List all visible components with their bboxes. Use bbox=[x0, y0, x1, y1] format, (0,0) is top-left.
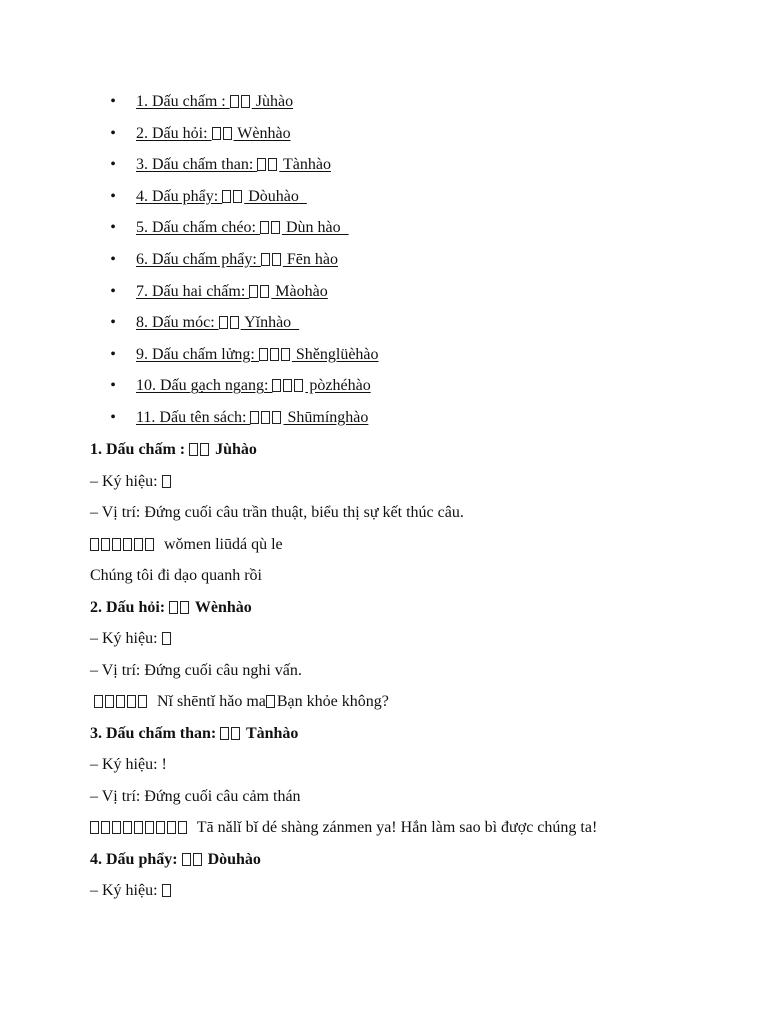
missing-glyph-icon bbox=[105, 695, 114, 708]
toc-item bbox=[108, 282, 379, 314]
missing-glyph-icon bbox=[260, 221, 269, 234]
missing-glyph-icon bbox=[219, 316, 228, 329]
missing-glyph-icon bbox=[212, 127, 221, 140]
missing-glyph-icon bbox=[272, 411, 281, 424]
section-heading-2: 2. Dấu hỏi: Wènhào bbox=[90, 598, 252, 616]
toc-link[interactable]: 7. Dấu hai chấm: Màohào bbox=[136, 282, 328, 300]
toc-item bbox=[108, 187, 379, 219]
missing-glyph-icon bbox=[272, 253, 281, 266]
section-heading-1: 1. Dấu chấm : Jùhào bbox=[90, 441, 257, 458]
missing-glyph-icon bbox=[261, 253, 270, 266]
missing-glyph-icon bbox=[249, 285, 258, 298]
missing-glyph-icon bbox=[101, 538, 110, 551]
missing-glyph-icon bbox=[233, 190, 242, 203]
section-heading-3: 3. Dấu chấm than: Tànhào bbox=[90, 724, 299, 742]
toc-item bbox=[108, 313, 379, 345]
toc-item bbox=[108, 408, 379, 440]
missing-glyph-icon bbox=[162, 884, 171, 897]
position-line-2: – Vị trí: Đứng cuối câu nghi vấn. bbox=[90, 661, 302, 679]
missing-glyph-icon bbox=[178, 821, 187, 834]
example-line-1: wǒmen liūdá qù le bbox=[90, 535, 730, 567]
bullet-icon: • bbox=[110, 187, 116, 205]
missing-glyph-icon bbox=[272, 379, 281, 392]
document-body bbox=[90, 440, 730, 913]
symbol-line-1: – Ký hiệu: bbox=[90, 472, 730, 504]
missing-glyph-icon bbox=[189, 443, 198, 456]
missing-glyph-icon bbox=[268, 158, 277, 171]
section-heading-4: 4. Dấu phẩy: Dòuhào bbox=[90, 850, 261, 868]
missing-glyph-icon bbox=[116, 695, 125, 708]
missing-glyph-icon bbox=[260, 285, 269, 298]
symbol-line-4: – Ký hiệu: bbox=[90, 881, 730, 913]
missing-glyph-icon bbox=[90, 821, 99, 834]
missing-glyph-icon bbox=[138, 695, 147, 708]
bullet-icon: • bbox=[110, 408, 116, 426]
missing-glyph-icon bbox=[270, 348, 279, 361]
toc-item bbox=[108, 376, 379, 408]
missing-glyph-icon bbox=[182, 853, 191, 866]
missing-glyph-icon bbox=[259, 348, 268, 361]
toc-link[interactable]: 8. Dấu móc: Yǐnhào bbox=[136, 314, 300, 332]
missing-glyph-icon bbox=[222, 190, 231, 203]
missing-glyph-icon bbox=[162, 475, 171, 488]
bullet-icon: • bbox=[110, 156, 116, 174]
missing-glyph-icon bbox=[294, 379, 303, 392]
translation-line-1: Chúng tôi đi dạo quanh rồi bbox=[90, 567, 262, 584]
toc-item bbox=[108, 250, 379, 282]
missing-glyph-icon bbox=[90, 538, 99, 551]
bullet-icon: • bbox=[110, 345, 116, 363]
bullet-icon: • bbox=[110, 219, 116, 237]
missing-glyph-icon bbox=[167, 821, 176, 834]
toc-link[interactable]: 1. Dấu chấm : Jùhào bbox=[136, 93, 294, 110]
missing-glyph-icon bbox=[145, 821, 154, 834]
symbol-line-2: – Ký hiệu: bbox=[90, 629, 730, 661]
symbol-line-3: – Ký hiệu: ! bbox=[90, 756, 167, 773]
toc-link[interactable]: 10. Dấu gạch ngang: pòzhéhào bbox=[136, 377, 371, 395]
toc-item bbox=[108, 345, 379, 377]
missing-glyph-icon bbox=[123, 538, 132, 551]
missing-glyph-icon bbox=[134, 821, 143, 834]
bullet-icon: • bbox=[110, 282, 116, 300]
missing-glyph-icon bbox=[180, 601, 189, 614]
missing-glyph-icon bbox=[223, 127, 232, 140]
toc-item bbox=[108, 124, 379, 156]
position-line-3: – Vị trí: Đứng cuối câu cảm thán bbox=[90, 787, 301, 805]
missing-glyph-icon bbox=[261, 411, 270, 424]
missing-glyph-icon bbox=[112, 821, 121, 834]
missing-glyph-icon bbox=[257, 158, 266, 171]
missing-glyph-icon bbox=[193, 853, 202, 866]
bullet-icon: • bbox=[110, 377, 116, 395]
missing-glyph-icon bbox=[156, 821, 165, 834]
missing-glyph-icon bbox=[281, 348, 290, 361]
missing-glyph-icon bbox=[127, 695, 136, 708]
toc-link[interactable]: 3. Dấu chấm than: Tànhào bbox=[136, 156, 331, 174]
missing-glyph-icon bbox=[241, 95, 250, 108]
missing-glyph-icon bbox=[169, 601, 178, 614]
bullet-icon: • bbox=[110, 250, 116, 268]
example-line-2: Nǐ shēntǐ hǎo ma Bạn khỏe không? bbox=[90, 692, 730, 724]
toc-item bbox=[108, 92, 379, 124]
toc-item bbox=[108, 155, 379, 187]
missing-glyph-icon bbox=[112, 538, 121, 551]
missing-glyph-icon bbox=[101, 821, 110, 834]
toc-link[interactable]: 4. Dấu phẩy: Dòuhào bbox=[136, 187, 307, 205]
missing-glyph-icon bbox=[271, 221, 280, 234]
missing-glyph-icon bbox=[200, 443, 209, 456]
toc-link[interactable]: 2. Dấu hỏi: Wènhào bbox=[136, 124, 291, 142]
missing-glyph-icon bbox=[94, 695, 103, 708]
missing-glyph-icon bbox=[145, 538, 154, 551]
missing-glyph-icon bbox=[220, 727, 229, 740]
missing-glyph-icon bbox=[162, 632, 171, 645]
toc-link[interactable]: 6. Dấu chấm phẩy: Fēn hào bbox=[136, 250, 338, 268]
missing-glyph-icon bbox=[134, 538, 143, 551]
missing-glyph-icon bbox=[250, 411, 259, 424]
missing-glyph-icon bbox=[231, 727, 240, 740]
toc-item bbox=[108, 218, 379, 250]
bullet-icon: • bbox=[110, 124, 116, 142]
toc-link[interactable]: 11. Dấu tên sách: Shūmínghào bbox=[136, 408, 369, 426]
missing-glyph-icon bbox=[230, 316, 239, 329]
missing-glyph-icon bbox=[123, 821, 132, 834]
toc-link[interactable]: 9. Dấu chấm lửng: Shěnglüèhào bbox=[136, 345, 379, 363]
missing-glyph-icon bbox=[230, 95, 239, 108]
table-of-contents bbox=[108, 92, 379, 440]
missing-glyph-icon bbox=[266, 695, 275, 708]
example-line-3: Tā nǎlǐ bǐ dé shàng zánmen ya! Hắn làm sao bì được chúng ta! bbox=[90, 818, 730, 850]
position-line-1: – Vị trí: Đứng cuối câu trần thuật, biểu thị sự kết thúc câu. bbox=[90, 504, 464, 521]
bullet-icon: • bbox=[110, 314, 116, 332]
bullet-icon: • bbox=[110, 93, 116, 110]
toc-link[interactable]: 5. Dấu chấm chéo: Dùn hào bbox=[136, 219, 349, 237]
missing-glyph-icon bbox=[283, 379, 292, 392]
